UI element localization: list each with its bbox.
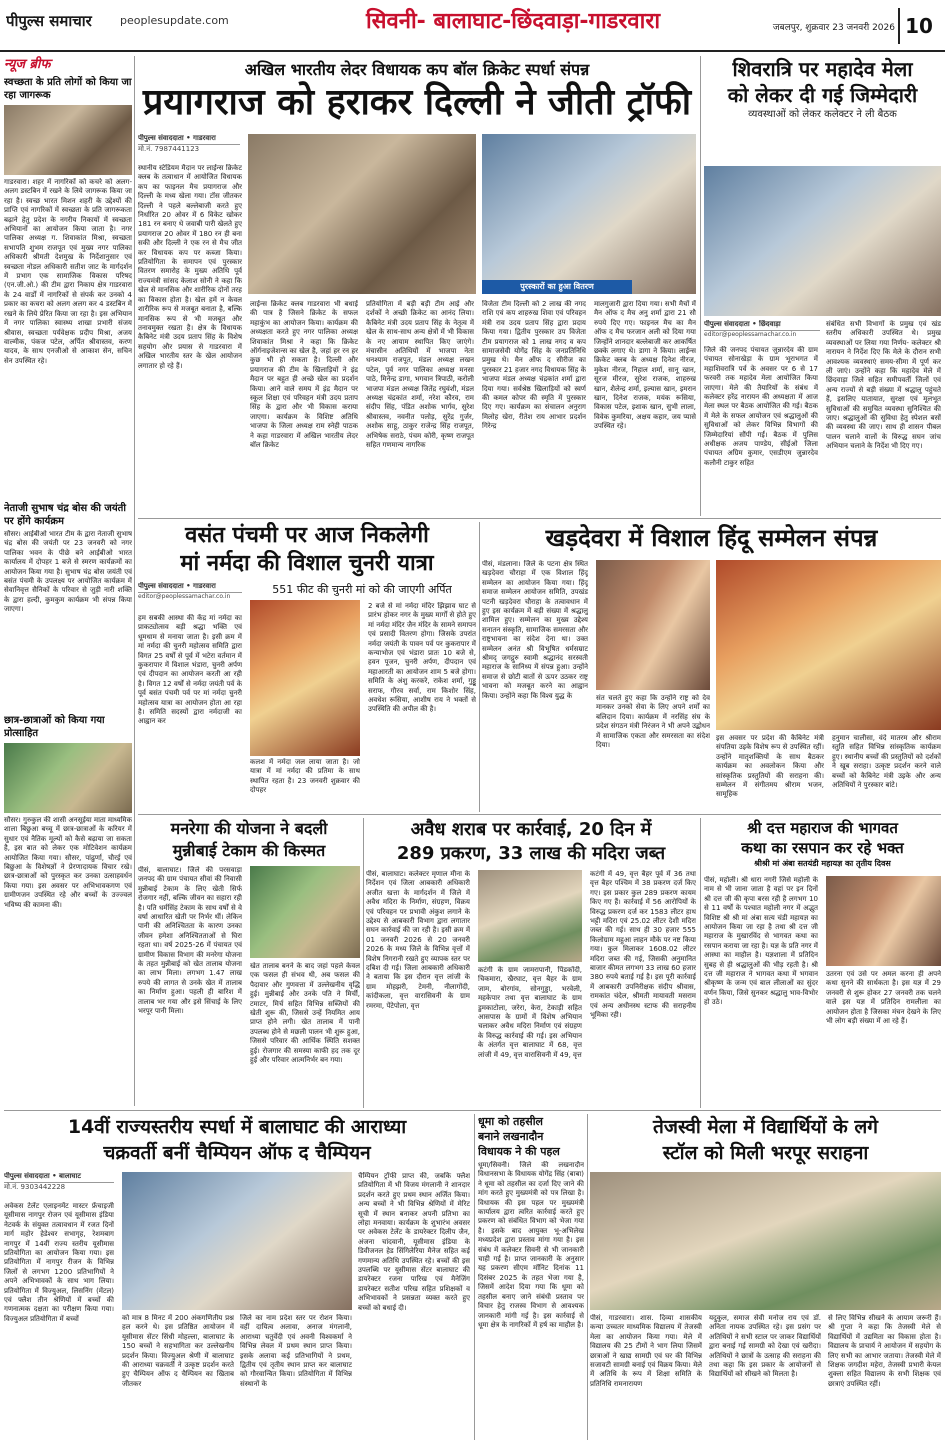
story1-headline: प्रयागराज को हराकर दिल्ली ने जीती ट्रॉफी <box>142 82 692 123</box>
story7-photo <box>826 876 941 966</box>
story6-headline-line2: 289 प्रकरण, 33 लाख की मदिरा जब्त <box>396 843 666 864</box>
page-number: 10 <box>898 8 938 44</box>
story3-headline-line1: वसंत पंचमी पर आज निकलेगी <box>185 523 429 548</box>
story9-col1: धूमा/सिवनी। जिले की लखनादौन विधानसभा के विधायक योगेंद्र सिंह (बाबा) ने धूमा को तहसील का दर्जा दिए जाने की मांग करते हुए मुख्यमंत्री को पत्र लिखा है। विधायक की इस पहल पर मुख्यमंत्री कार्यालय द्वारा त्वरित कार्रवाई करते हुए प्रकरण को संबंधित विभाग को भेजा गया है। इसके बाद आयुक्त भू-अभिलेख मध्यप्रदेश द्वारा प्रस्ताव मांगा गया है। इस संबंध में कलेक्टर सिवनी से भी जानकारी चाही गई है। प्राप्त जानकारी के अनुसार यह प्रकरण सीएम मॉनिट दिनांक 11 दिसंबर 2025 के तहत भेजा गया है, जिसमें आदेश दिया गया कि धूमा को तहसील बनाए जाने संबंधी प्रस्ताव पर विचार हेतु राजस्व विभाग से आवश्यक जानकारी मांगी गई है। इस कार्रवाई से धूमा क्षेत्र के नागरिकों में हर्ष का माहौल है। <box>478 1161 584 1329</box>
story3-col2: 2 बजे से मां नर्मदा मंदिर झिझाव घाट से प्रारंभ होकर नगर के मुख्य मार्गों से होते हुए मां नर्मदा मंदिर जैन मंदिर के सामने समापन एवं प्रसादी वितरण होगा। जिसके उपरांत नर्मदा जयंती के पावन पर्व पर कुकरापार में कन्याभोज एवं भंडारा प्रातः 10 बजे से, हवन पूजन, चुनरी अर्पण, दीपदान एवं महाआरती का आयोजन शाम 5 बजे होगा। समिति के अंशु करकरे, राकेश शर्मा, गुड्डू सराफ, गौरव सर्वा, राम किशोर सिंह, अवधेश रूसिया, आशीष राय ने भक्तों से उपस्थिति की अपील की है। <box>368 602 476 714</box>
story7-deck: श्रीश्री मां अंबा सतयंडी महायज्ञ का तृतीय दिवस <box>754 859 891 868</box>
masthead <box>0 0 945 52</box>
story3-photo-caption: कलश में नर्मदा जल लाया जाता है। जो यात्रा में मां नर्मदा की प्रतिमा के साथ स्थापित रहता है। 23 जनवरी शुक्रवार की दोपहर <box>250 758 360 795</box>
story4-col4: हनुमान चालीसा, वंदे मातरम और श्रीराम स्तुति सहित विभिन्न सांस्कृतिक कार्यक्रम हुए। स्थानीय बच्चों की प्रस्तुतियों को दर्शकों ने खूब सराहा। उत्कृष्ट प्रदर्शन करने वाले बच्चों को कैबिनेट मंत्री उइके और अन्य अतिथियों ने पुरस्कार बांटे। <box>832 734 941 790</box>
brief-item3-title: छात्र-छात्राओं को किया गया प्रोत्साहित <box>4 715 105 739</box>
story2-col2: संबंधित सभी विभागों के प्रमुख एवं खंड स्तरीय अधिकारी उपस्थित थे। प्रमुख व्यवस्थाओं पर लिया गया निर्णय- कलेक्टर श्री नारायन ने निर्देश दिए कि मेले के दौरान सभी आवश्यक व्यवस्थाएं समय-सीमा में पूर्ण कर ली जाएं। उन्होंने कहा कि महादेव मेले में छिंदवाड़ा जिले सहित समीपवर्ती जिलों एवं अन्य राज्यों से बड़ी संख्या में श्रद्धालु पहुंचते हैं, इसलिए यातायात, सुरक्षा एवं मूलभूत सुविधाओं की समुचित व्यवस्था सुनिश्चित की जाए। श्रद्धालुओं की सुविधा हेतु स्पेशल बसों की व्यवस्था की जाए। साथ ही शासन पीबल पालन चलाने वालों के विरुद्ध सघन जांच अभियान चलाने के निर्देश भी दिए गए। <box>826 320 941 451</box>
story3-byline: पीपुल्स संवाददाता • गाडरवारा <box>138 582 242 593</box>
story3-photo <box>250 600 360 756</box>
story-hindu-sammelan <box>482 522 941 812</box>
story2-photo <box>704 166 941 316</box>
story1-col2: लाईन्स क्रिकेट क्लब गाडरवारा भी बधाई की पात्र है जिसने क्रिकेट के सफल महाकुंभ का आयोजन किया। कार्यक्रम की अध्यक्षता करते हुए नगर पालिका अध्यक्ष शिवाकांत मिश्रा ने कहा कि क्रिकेट ऑर्गनाइजेशन्स का खेल है, जहां हर रन हर कुछ भी हो सकता है। दिल्ली और प्रयागराज की टीम के खिलाड़ियों ने इंद्र मैदान पर बहुत ही अच्छे खेल का प्रदर्शन किया। आने वाले समय में इंद्र मैदान पर स्कूल शिक्षा एवं परिवहन मंत्री उदय प्रताप सिंह के द्वारा और भी विकास कराया जाएगा। कार्यक्रम के विशिष्ट अतिथि भाजपा के जिला अध्यक्ष राम स्नेही पाठक ने कहा गाडरवारा में अखिल भारतीय लेदर बॉल क्रिकेट <box>250 300 358 450</box>
story7-headline-line2: कथा का रसपान कर रहे भक्त <box>741 839 904 857</box>
story6-col1: पीसं, बालाघाट। कलेक्टर मृणाल मीना के निर्देशन एवं जिला आबकारी अधिकारी अजीत खत्ता के मार्गदर्शन में जिले में अवैध मदिरा के निर्माण, संग्रहण, विक्रय एवं परिवहन पर प्रभावी अंकुश लगाने के उद्देश्य से आबकारी विभाग द्वारा लगातार सघन कार्रवाई की जा रही है। इसी क्रम में 01 जनवरी 2026 से 20 जनवरी 2026 के मध्य जिले के विभिन्न वृत्तों में विशेष निगरानी रखते हुए व्यापक स्तर पर दबिश दी गई। जिला आबकारी अधिकारी ने बताया कि इस दौरान वृत्त लांजी के ग्राम मोहझरी, टेमनी, नीलागोंदी, कांदीकला, वृत्त वारासिवनी के ग्राम रमरमा, पेंटेपोला, वृत्त <box>366 870 470 1010</box>
story-narmada-chunri <box>138 522 476 812</box>
story3-contact: editor@peoplessamachar.co.in <box>138 593 231 600</box>
story5-photo <box>250 866 360 958</box>
story2-col1: जिले की जनपद पंचायत जुन्नारदेव की ग्राम पंचायत सोनाखेड़ा के ग्राम भूराभगत में महाशिवरात्रि पर्व के अवसर पर 6 से 17 फरवरी तक महादेव मेला आयोजित किया जाएगा। मेले की तैयारियों के संबंध में कलेक्टर हरेंद्र नारायन की अध्यक्षता में आज मेला स्थल पर बैठक आयोजित की गई। बैठक में मेले के सफल आयोजन एवं श्रद्धालुओं की सुविधाओं को लेकर विभिन्न विभागों की जिम्मेदारियां सौंपी गईं। बैठक में पुलिस अधीक्षक अजय पाण्डेय, सीईओ जिला पंचायत अग्रिम कुमार, एसडीएम जुन्नारदेव कलौनी टाकुर सहित <box>704 346 818 467</box>
story10-headline-line2: स्टॉल को मिली भरपूर सराहना <box>662 1142 869 1164</box>
story5-col1: पीसं, बालाघाट। जिले की परसवाड़ा जनपद की ग्राम पंचायत सीवां की निवासी मुन्नीबाई टेकाम के लिए खेती सिर्फ रोजगार नहीं, बल्कि जीवन का सहारा रही है। पति धर्मसिंह टेकाम के साथ वर्षों से वे वर्षा आधारित खेती पर निर्भर थीं। लेकिन पानी की अनिश्चितता के कारण उनका जीवन हमेशा अनिश्चितताओं से घिरा रहता था। वर्ष 2025-26 में पंचायत एवं ग्रामीण विकास विभाग की मनरेगा योजना के तहत मुन्नीबाई को खेत तालाब योजना का लाभ मिला। लगभग 1.47 लाख रुपये की लागत से उनके खेत में तालाब का निर्माण हुआ। पहली ही बारिश में तालाब भर गया और इसे सिंचाई के लिए भरपूर पानी मिला। <box>138 866 242 1016</box>
brief-item3-text: सौसर। गुरुकुल की शासी अनसूईया माता माध्यमिक शाला बिछुआ बच्चू में छात्र-छात्राओं के करियर में सुधार एवं नैतिक मूल्यों को कैसे बढ़ाया जा सकता है, इस बात को लेकर एक मोटिवेशन कार्यक्रम आयोजित किया गया। सौसर, पांढुर्णा, चौरई एवं बिछुआ के विशेषज्ञों ने प्रेरणादायक विचार रखे। छात्र-छात्राओं को पुरस्कृत कर उनका उत्साहवर्धन किया गया। इस अवसर पर अभिभावकगण एवं ग्रामीणजन उपस्थित रहे और बच्चों के उज्ज्वल भविष्य की कामना की। <box>4 816 132 909</box>
story-mahadev-mela <box>704 56 941 516</box>
story1-col4: विजेता टीम दिल्ली को 2 लाख की नगद राशि एवं कप शाहरुख शिवा एवं परिवहन मंत्री राव उदय प्रताप सिंह द्वारा प्रदाय किया गया। द्वितीय पुरस्कार उप विजेता टीम प्रयागराज को 1 लाख नगद व कप सामाजसेवी योगेंद्र सिंह के जनप्रतिनिधि प्रमुख थे। मैन ऑफ द सीरीज का पुरस्कार 21 हजार नगद विधायक सिंह के भाजपा मंडल अध्यक्ष चंद्रकांत शर्मा द्वारा दिया गया। सर्वश्रेष्ठ खिलाड़ियों को स्वर्ण की कमल कोपर की स्मृति में पुरस्कार दिए गए। कार्यक्रम का संचालन अनुराग मिलोह खेरा, रीतेश राय आभार प्रदर्शन गिरेन्द्र <box>482 300 586 431</box>
story4-col3: इस अवसर पर प्रदेश की कैबिनेट मंत्री संपतिया उइके विशेष रूप से उपस्थित रहीं। उन्होंने मातृशक्तियों के साथ बैठकर कार्यक्रम का अवलोकन किया और सांस्कृतिक प्रस्तुतियों की सराहना की। सम्मेलन में संगीतमय श्रीराम भजन, सामूहिक <box>716 734 824 799</box>
story1-byline: पीपुल्स संवाददाता • गाडरवारा <box>138 134 240 145</box>
brand-logo: पीपुल्स समाचार <box>6 12 92 30</box>
story4-col2: संत चलते हुए कहा कि उन्होंने राष्ट्र को देव मानकर उनको सेवा के लिए अपने शर्मों का बलिदान दिया। कार्यक्रम में नरसिंह संघ के प्रदेश संगठन मंत्री निरंजन ने भी अपने उद्बोधन में सामाजिक एकता और समरसता का संदेश दिया। <box>596 694 710 750</box>
story6-headline-line1: अवैध शराब पर कार्रवाई, 20 दिन में <box>410 819 652 840</box>
story10-col2: यदुकुल, समाज सेवी मनोज राय एवं डॉ. अनिता नायक उपस्थित रहे। इस प्रसंग पर अतिथियों ने सभी स्टाल पर जाकर विद्यार्थियों द्वारा बनाई गई सामग्री को देखा एवं खरीदा। अतिथियों ने छात्रों के उत्साह की सराहना की तथा कहा कि इस प्रकार के आयोजनों से विद्यार्थियों को सीखने को मिलता है। <box>709 1314 821 1379</box>
story3-col1: हम सबकी आस्था की केंद्र मां नर्मदा का प्राकट्योत्सव बड़ी श्रद्धा भक्ति एवं धूमधाम से मनाया जाता है। इसी क्रम में मां नर्मदा की चुनरी महोत्सव समिति द्वारा विगत 25 वर्षों से पूर्व में भटेरा वर्तमान में कुकरापार में विशाल भंडारा, चुनरी अर्पण एवं दीपदान का आयोजन करती आ रही है। विगत 12 वर्षों से नर्मदा जयंती पर्व के पूर्व बसंत पंचमी पर्व पर मां नर्मदा चुनरी महोत्सव यात्रा का आयोजन होता आ रहा है। समिति सदस्यों द्वारा नर्मदाजी का आह्वान कर <box>138 614 242 726</box>
story8-contact: मो.नं. 9303442228 <box>4 1183 66 1191</box>
brief-item3-photo <box>4 743 132 813</box>
story4-col1: पीसं, मंडलाना। जिले के पटना क्षेत्र स्थित खड़देवरा चौराहा में एक विशाल हिंदू सम्मेलन का आयोजन किया गया। हिंदू समाज सम्मेलन आयोजन समिति, उपखंड पटनी खड़देवरा चौराहा के तत्वावधान में हुए इस कार्यक्रम में बड़ी संख्या में श्रद्धालु शामिल हुए। सम्मेलन का मुख्य उद्देश्य सनातन संस्कृति, सामाजिक समरसता और राष्ट्रभावना का संदेश देना था। उक्त सम्मेलन अनंत श्री विभूषित धर्मसम्राट श्रीमद् जगद्गुरु स्वामी श्रद्धानंद सरस्वती महाराज के सानिध्य में संपन्न हुआ। उन्होंने समाज से छोटी बातों से ऊपर उठकर राष्ट्र भावना को मजबूत करने का आह्वान किया। उन्होंने कहा कि विश्व युद्ध के <box>482 560 588 700</box>
story8-photo <box>122 1172 352 1310</box>
story1-photo-caption: पुरस्कारों का हुआ वितरण <box>482 280 632 294</box>
story2-byline: पीपुल्स संवाददाता • छिंदवाड़ा <box>704 320 820 331</box>
story8-col3: जिले का नाम प्रदेश स्तर पर रोशन किया। वहीं दायित्व अलावा, अनाज मंगलानी, आराध्या चतुर्वेदी एवं अवनी विश्वकर्मा ने विभिन्न लेवल में प्रथम स्थान प्राप्त किया। इसके अलावा कई प्रतिभागियों ने प्रथम, द्वितीय एवं तृतीय स्थान प्राप्त कर बालाघाट को गौरवान्वित किया। प्रतियोगिता में विभिन्न संस्थानों के <box>240 1314 352 1388</box>
story1-photo-speaker <box>248 134 476 294</box>
website-link[interactable]: peoplesupdate.com <box>120 14 229 27</box>
brief-label: न्यूज ब्रीफ <box>4 57 51 72</box>
story10-col1: पीसं, गाडरवारा। शास. दिव्या शासकीय कन्या उच्चतर माध्यमिक विद्यालय में तेजस्वी मेला का आयोजन किया गया। मेले में विद्यालय की 25 टीमों ने भाग लिया जिसमें छात्राओं ने खाद्य सामग्री एवं घर की विभिन्न सजावटी सामग्री बनाई एवं विक्रय किया। मेले में अतिथि के रूप में शिक्षा समिति के प्रतिनिधि रामनारायण <box>590 1314 702 1388</box>
story8-headline-line1: 14वीं राज्यस्तरीय स्पर्धा में बालाघाट की आराध्या <box>67 1116 407 1138</box>
brief-item1-text: गाडरवारा। शहर में नागरिकों को कचरे को अलग-अलग डस्टबिन में रखने के लिये जागरूक किया जा रहा है। स्वच्छ भारत मिशन शहरी के उद्देश्यों की प्राप्ति एवं नागरिकों में स्वच्छता के प्रति जागरूकता बढ़ाने हेतु प्रदेश के नगरीय निकायों में स्वच्छता अभियानों का आयोजन किया जाता है। नगर पालिका अध्यक्ष ग. शिवाकांत मिश्रा, स्वच्छता सभापति शुभम राजपूत एवं मुख्य नगर पालिका अधिकारी श्रीमती देशमुख के निर्देशानुसार एवं स्वच्छता नोडल अधिकारी सतीश जाट के मार्गदर्शन में प्रभाग एक सामाजिक विकास परिषद (एन.जी.ओ.) की टीम द्वारा निकाय क्षेत्र गाडरवारा के 24 वार्डों में नागरिकों से संपर्क कर उनको 4 प्रकार का कचरा को अलग अलग कर 4 डस्टबिन में रखने के लिये प्रेरित किया जा रहा है। इस अभियान में नगर पालिका स्वास्थ्य शाखा प्रभारी संजय श्रीवास, स्वच्छता पर्यवेक्षक प्रदीप मिश्रा, अजय वाल्मीक, पंकज पटेल, अर्पित श्रीवास्तव, करण यादव, के साथ एनजीओ से आकाश सेन, सचिन सेन उपस्थित रहे। <box>4 178 132 365</box>
story9-headline-line3: विधायक ने की पहल <box>478 1145 560 1158</box>
story7-headline-line1: श्री दत्त महाराज की भागवत <box>747 819 898 837</box>
story4-headline: खड़देवरा में विशाल हिंदू सम्मेलन संपन्न <box>545 524 878 552</box>
story5-col2: खेत तालाब बनने के बाद जहां पहले केवल एक फसल ही संभव थी, अब फसल की पैदावार और गुणवत्ता में उल्लेखनीय वृद्धि हुई। मुन्नीबाई और उनके पति ने मिर्ची, टमाटर, मिर्च सहित विभिन्न सब्जियों की खेती शुरू की, जिससे उन्हें नियमित आय प्राप्त होने लगी। खेत तालाब में पानी उपलब्ध होने से मछली पालन भी शुरू हुआ, जिससे परिवार की आर्थिक स्थिति सशक्त हुई। रोजगार की समस्या काफी हद तक दूर हुई और परिवार आत्मनिर्भर बन गया। <box>250 962 360 1065</box>
brief-item2-title: नेताजी सुभाष चंद्र बोस की जयंती पर होंगे कार्यक्रम <box>4 503 126 527</box>
story8-col1: अवेकस टेलेंट एलाइनमेंट मास्टर फ्रेंचाइजी यूसीमास नागपुर रोजन एवं यूसीमास इंडिया नेटवर्क के संयुक्त तत्वावधान में रजत दिनों मार्ग महोर हेडेश्वर सभागृह, रेशमबाग नागपुर में 14वीं राज्य स्तरीय यूसीमास प्रतियोगिता का आयोजन किया गया। इस प्रतियोगिता में नागपुर रीजन के विभिन्न जिलों से लगभग 1200 प्रतिभागियों ने अपने अभिभावकों के साथ भाग लिया। प्रतियोगिता में विज्युअल, लिसनिंग (मेंटल) एवं फ्लैश तीन श्रेणियों में बच्चों की गणनात्मक दक्षता का परीक्षण किया गया। विज्युअल प्रतियोगिता में बच्चों <box>4 1202 114 1323</box>
story8-col2: को मात्र 8 मिनट में 200 अंकगणितीय प्रश्न हल करने थे। इस प्रतिष्ठित आयोजन में यूसीमास सेंटर सिंधी मोहल्ला, बालाघाट के 150 बच्चों ने सहभागिता कर उल्लेखनीय प्रदर्शन किया। विज्युअल श्रेणी में बालाघाट की आराध्या चक्रवर्ती ने उत्कृष्ट प्रदर्शन करते हुए चैम्पियन ऑफ द चैम्पियन का खिताब जीतकर <box>122 1314 234 1388</box>
story1-contact: मो.नं. 7987441123 <box>138 145 200 153</box>
story7-col2: उतरना एवं उसे पर अमल करना ही अपने कथा सुनने की सार्थकता है। इस यज्ञ में 29 जनवरी से शुरू होकर 27 जनवरी तक चलने वाले इस यज्ञ में प्रतिदिन रामलीला का आयोजन होता है जिसका मंचन देखने के लिए भी लोग बड़ी संख्या में आ रहे हैं। <box>826 970 941 1026</box>
story6-col3: कटंगी में 49, वृत्त बैहर पूर्व में 36 तथा वृत्त बैहर पश्चिम में 38 प्रकरण दर्ज किए गए। इस प्रकार कुल 289 प्रकरण कायम किए गए हैं। कार्रवाई में 56 आरोपियों के विरुद्ध प्रकरण दर्ज कर 1583 लीटर हाथ भट्टी मदिरा एवं 25.02 लीटर देशी मदिरा जब्त की गई। साथ ही 30 हजार 555 किलोग्राम महुआ लाहन मौके पर नष्ट किया गया। कुल मिलाकर 1608.02 लीटर मदिरा जब्त की गई, जिसकी अनुमानित बाजार कीमत लगभग 33 लाख 60 हजार 380 रुपये बताई गई है। इस पूरी कार्रवाई में आबकारी उपनिरीक्षक संदीप श्रीवास, रामकांत चंदेल, श्रीमती मायावती मसराम एवं अन्य अधीनस्थ स्टाफ की सराहनीय भूमिका रही। <box>590 870 696 1020</box>
story-illegal-liquor <box>366 818 696 1108</box>
story-tejasvi-mela <box>590 1114 941 1440</box>
story9-headline-line2: बनाने लखनादौन <box>478 1130 544 1143</box>
story1-col3: प्रतियोगिता में बड़ी बड़ी टीम आई और दर्शकों ने अच्छी क्रिकेट का आनंद लिया। कैबिनेट मंत्री उदय प्रताप सिंह के नेतृत्व में खेल के साथ-साथ अन्य क्षेत्रों में भी विकास के नए आयाम स्थापित किए जाएंगे। मंचासीन अतिथियों में भाजपा नेता धनश्याम राजपूत, मंडल अध्यक्ष लखन पटेल, पूर्व नगर पालिका अध्यक्ष मनसा पाठे, मिनेन्द्र डागा, भगवान त्रिपाठी, करोली भाजपा मंडल अध्यक्ष जितेंद्र रघुवंशी, मंडल अध्यक्ष चंद्रकांत शर्मा, नरेश कौरव, राम संदीप सिंह, पंडित अशोक भार्गव, सुरेश श्रीवास्तव, नवनीत पलोड़, सुरेंद्र गुर्जर, अशोक साहू, ठाकुर राजेन्द्र सिंह राजपूत, अभिषेक सराठे, पंचम कोरी, कृष्ण राजपूत सहित गणमान्य नागरिक <box>366 300 474 450</box>
story2-deck: व्यवस्थाओं को लेकर कलेक्टर ने ली बैठक <box>748 109 897 120</box>
story10-photo <box>590 1172 941 1310</box>
story6-col2: कटंगी के ग्राम जामरापानी, पिंडकोंदी, चिकमारा, खैरघाट, वृत्त बैहर के ग्राम जाम, बोरगांव, सोनगुड्डा, भरवेली, महकेपार तथा वृत्त बालाघाट के ग्राम डुमकाटोला, जरेरा, केरा, टेकाड़ी सहित आसपास के ग्रामों में विशेष अभियान चलाकर अवैध मदिरा निर्माण एवं संग्रहण के विरुद्ध कार्रवाई की गई। इस अभियान के अंतर्गत वृत्त बालाघाट में 68, वृत्त लांजी में 49, वृत्त वारासिवनी में 49, वृत्त <box>478 966 582 1059</box>
story1-col5: मालगुजारी द्वारा दिया गया। सभी मैचों में मैन ऑफ द मैच अनु शर्मा द्वारा 21 सौ रुपये दिए गए। फाइनल मैच का मैन ऑफ द मैच फरजान अली को दिया गया जिन्होंने शानदार बल्लेबाजी कर आकर्षित छक्के लगाए थे। डागा ने किया। लाईन्स क्रिकेट क्लब के अध्यक्ष दिनेश नीरज, मुकेश नीरज, निहाल शर्मा, सानू खान, सूरज मीरज, सुरेश राजक, शाहरुख खान, शैलेन्द्र शर्मा, इल्यास खान, इमरान खान, दिनेश राजक, मयंक रूसिया, विकास पटेल, इशाक खान, सुभी लाला, विवेक कुमरिया, अक्षय कहार, जय प्यासे उपस्थित रहे। <box>594 300 696 431</box>
story6-photo <box>478 870 582 962</box>
story2-headline-line2: को लेकर दी गई जिम्मेदारी <box>727 83 918 107</box>
story1-col1: स्थानीय स्टेडियम मैदान पर लाईन्स क्रिकेट क्लब के तत्वाधान में आयोजित विधायक कप का फाइनल मैच प्रयागराज और दिल्ली के मध्य खेला गया। टॉस जीतकर दिल्ली ने पहले बल्लेबाजी करते हुए निर्धारित 20 ओवर में 6 विकेट खोकर 181 रन बनाए थे जवाबी पारी खेलते हुए प्रयागराज 20 ओवर में 180 रन ही बना सकी और दिल्ली ने एक रन से मैच जीत कर विधायक कप पर कब्जा किया। प्रतियोगिता के समापन एवं पुरस्कार वितरण समारोह के मुख्य अतिथि पूर्व राज्यमंत्री सांसद केलाश सोनी ने कहा कि खेल से मानसिक और शारीरिक दोनों तरह का विकास होता है। खेल हमें न केवल शारीरिक रूप से मजबूत बनाता है, बल्कि मानसिक रूप से भी मजबूत और तनावमुक्त रखता है। क्षेत्र के विधायक कैबिनेट मंत्री उदय प्रताप सिंह के विशेष सहयोग और प्रयास से गाडरवारा में अखिल भारतीय स्तर के खेल आयोजन लगातार हो रहे हैं। <box>138 164 242 370</box>
dateline: जबलपुर, शुक्रवार 23 जनवरी 2026 <box>772 23 895 33</box>
story8-headline-line2: चक्रवर्ती बनीं चैम्पियन ऑफ द चैम्पियन <box>103 1142 371 1164</box>
edition-title: सिवनी- बालाघाट-छिंदवाड़ा-गाडरवारा <box>365 9 661 34</box>
story-cricket <box>138 56 696 516</box>
story8-byline: पीपुल्स संवाददाता • बालाघाट <box>4 1172 114 1183</box>
news-brief-column <box>4 56 132 1106</box>
story8-col4: चैम्पियन ट्रॉफी प्राप्त की, जबकि फ्लैश प्रतियोगिता में भी विजय मंगलानी ने शानदार प्रदर्शन करते हुए प्रथम स्थान अर्जित किया। अन्य बच्चों ने भी विभिन्न श्रेणियों में मेरिट सूची में स्थान बनाकर अपनी प्रतिभा का लोहा मनवाया। कार्यक्रम के शुभारंभ अवसर पर अवेकस टेलेंट के डायरेक्टर दिलीप जैन, अंजना चांदवानी, यूसीमास इंडिया के डिवीजनल हेड सिंगिलेरिया मैनेज सहित कई गणमान्य अतिथि उपस्थित रहे। बच्चों की इस उपलब्धि पर यूसीमास सेंटर बालाघाट की डायरेक्टर रजना पारिख एवं मैनेजिंग डायरेक्टर सतीश परिख सहित प्रशिक्षकों व अभिभावकों ने प्रसन्नता व्यक्त करते हुए बच्चों को बधाई दी। <box>358 1172 470 1312</box>
brief-item1-photo <box>4 105 132 175</box>
story4-photo-stage <box>596 560 710 690</box>
story-ucmas-champion <box>4 1114 470 1440</box>
story5-headline-line2: मुन्नीबाई टेकाम की किस्मत <box>172 841 326 860</box>
story2-headline-line1: शिवरात्रि पर महादेव मेला <box>732 57 913 81</box>
story1-photo-prize <box>482 134 696 294</box>
story-dhuma-tehsil <box>478 1114 584 1440</box>
story7-col1: पीसं, महोली। श्री धारा नगरी जिसे महोली के नाम से भी जाना जाता है वहां पर इन दिनों श्री दत्त जी की कृपा बरस रही है लगभग 10 से 11 वर्षों के पश्चात महोली नगर में अद्भुत विशिष्ट श्री श्री मां अंबा सत्य चंडी महायज्ञ का आयोजन किया जा रहा है तथा श्री दत्त जी महाराज के मुखारविंद से भागवत कथा का रसपान कराया जा रहा है। यज्ञ के प्रति नगर में आस्था का माहौल है। यज्ञशाला में प्रतिदिन सुबह से ही श्रद्धालुओं की भीड़ रहती है। श्री दत्त जी महाराज ने भागवत कथा में भगवान श्रीकृष्ण के जन्म एवं बाल लीलाओं का सुंदर वर्णन किया, जिसे सुनकर श्रद्धालु भाव-विभोर हो उठे। <box>704 876 818 1007</box>
story5-headline-line1: मनरेगा की योजना ने बदली <box>170 819 328 838</box>
brief-item2-text: सौसर। आईबीओ भारत टीम के द्वारा नेताजी सुभाष चंद्र बोस की जयंती पर 23 जनवरी को नगर पालिका भवन के पीछे बने आईबीओ भारत कार्यालय में दोपहर 1 बजे से स्मरण कार्यक्रमों का आयोजन किया गया है। सुभाष चंद्र बोस जयंती एवं बसंत पंचमी के उपलक्ष्य पर आयोजित कार्यक्रम में सेवानिवृत्त सैनिकों के परिवार से जुड़ी नारी शक्ति के द्वारा हल्दी, कुमकुम कार्यक्रम भी संपन्न किया जाएगा। <box>4 530 132 614</box>
brief-item1-title: स्वच्छता के प्रति लोगों को किया जा रहा जागरूक <box>4 77 132 101</box>
story-bhagwat-katha <box>704 818 941 1108</box>
story2-contact: editor@peoplessamachar.co.in <box>704 331 797 338</box>
story3-headline-line2: मां नर्मदा की विशाल चुनरी यात्रा <box>180 551 434 576</box>
story9-headline-line1: धूमा को तहसील <box>478 1115 544 1128</box>
story10-col3: से लिए विभिन्न सीखने के आयाम जरूरी हैं। श्री गुप्ता ने कहा कि तेजस्वी मेले से विद्यार्थियों में उद्यमिता का विकास होता है। विद्यालय के प्राचार्य ने आयोजन में सहयोग के लिए सभी का आभार जताया। तेजस्वी मेले में शिक्षक जगदीश महेरा, तेजस्वी प्रभारी केयल शुक्ला सहित विद्यालय के सभी शिक्षक एवं छात्राएं उपस्थित रहीं। <box>828 1314 941 1388</box>
story-manrega <box>138 818 360 1108</box>
story1-kicker: अखिल भारतीय लेदर विधायक कप बॉल क्रिकेट स्पर्धा संपन्न <box>244 60 590 79</box>
story4-photo-audience <box>716 560 941 730</box>
story3-deck: 551 फीट की चुनरी मां को की जाएगी अर्पित <box>272 583 452 596</box>
story10-headline-line1: तेजस्वी मेला में विद्यार्थियों के लगे <box>653 1116 878 1138</box>
